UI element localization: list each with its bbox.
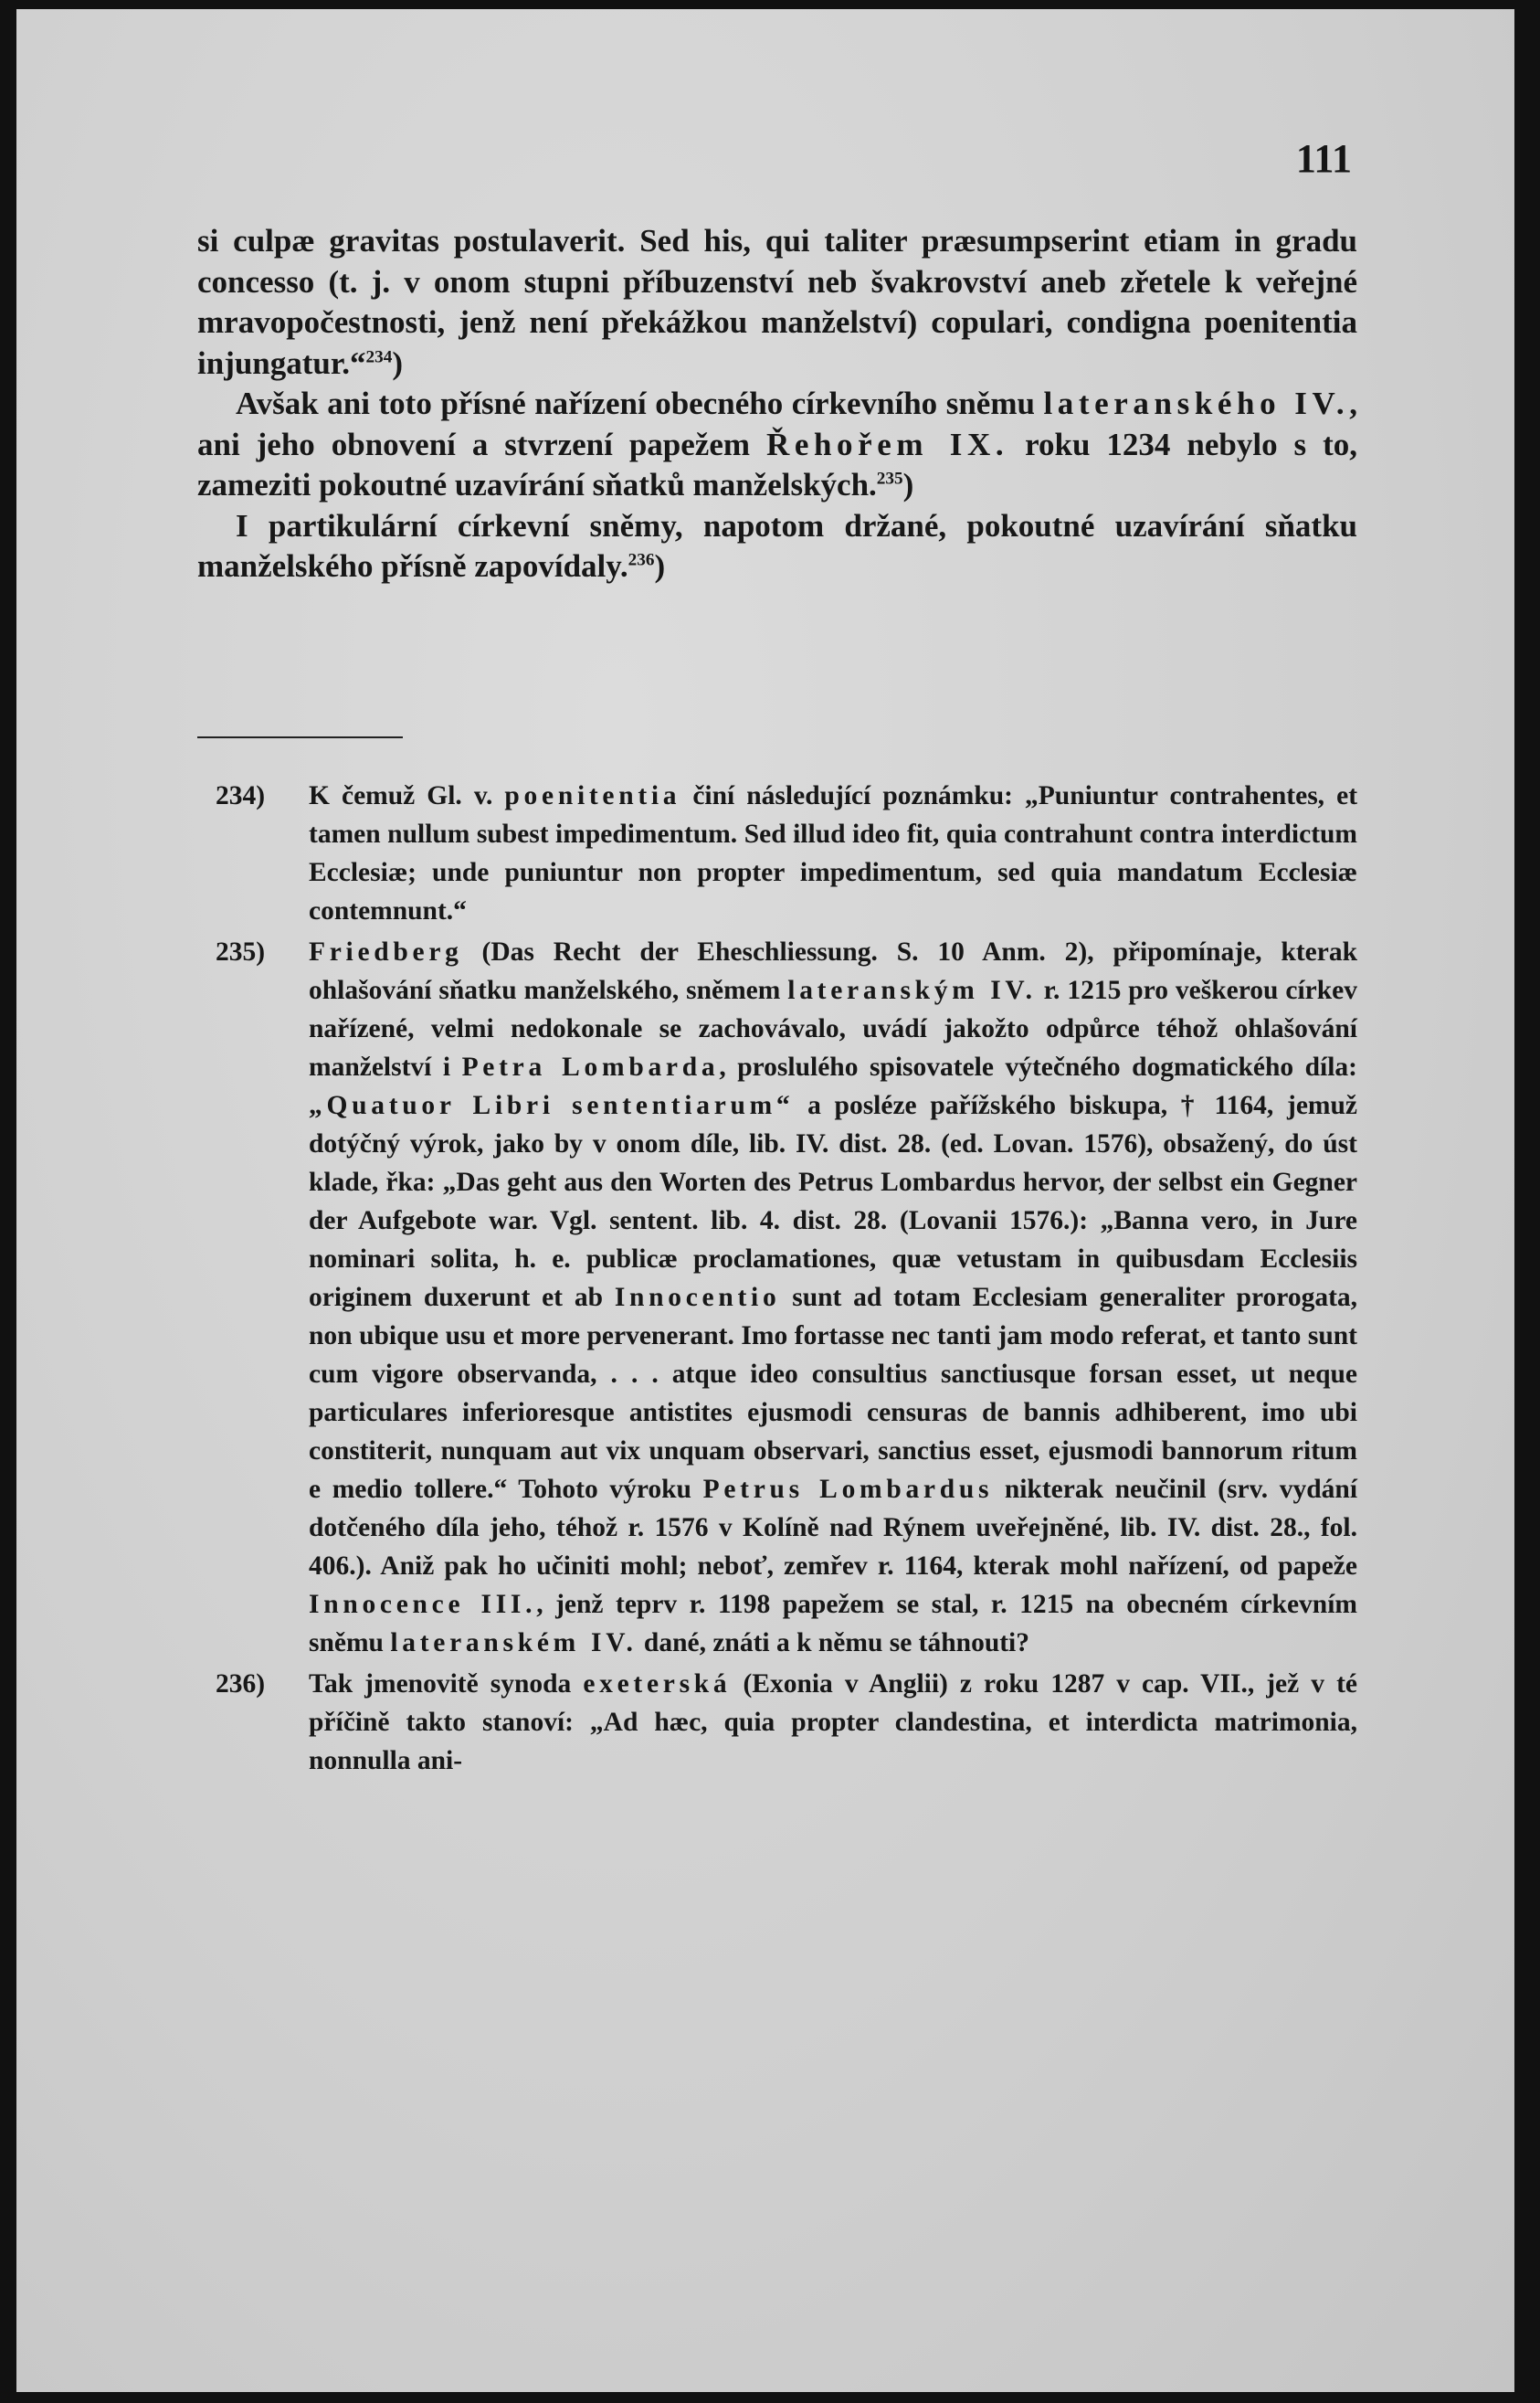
emphasis-lateranskeho: lateranského IV. [1043, 386, 1350, 421]
footnote-236: 236) Tak jmenovitě synoda exeterská (Exonia v Anglii) z roku 1287 v cap. VII., jež v té příčině takto stanoví: „Ad hæc, quia propter clandestina, et interdicta matrimonia, nonnulla ani- [216, 1665, 1357, 1780]
footnote-ref-236: 236 [628, 550, 655, 570]
paragraph-1: si culpæ gravitas postulaverit. Sed his, qui taliter præsumpserint etiam in gradu concesso (t. j. v onom stupni příbuzenství neb švakrovství aneb zřetele k veřejné mravopočestnosti, jenž není překážkou manželství) copulari, condigna poenitentia injungatur.“$^{234}$) [197, 223, 1357, 381]
page-number: 111 [1295, 136, 1352, 181]
emphasis-rehorem: Řehořem IX. [765, 426, 1009, 462]
footnote-235: 235) Friedberg (Das Recht der Eheschliessung. S. 10 Anm. 2), připomínaje, kterak ohlašování sňatku manželského, sněmem lateranským IV. r. 1215 pro veškerou církev nařízené, velmi nedokonale se zachovávalo, uvádí jakožto odpůrce téhož ohlašování manželství i Petra Lombarda, proslulého spisovatele výtečného dogmatického díla: „Quatuor Libri sententiarum“ a posléze pařížského biskupa, † 1164, jemuž dotýčný výrok, jako by v onom díle, lib. IV. dist. 28. (ed. Lovan. 1576), obsažený, do úst klade, řka: „Das geht aus den Worten des Petrus Lombardus hervor, der selbst ein Gegner der Aufgebote war. Vgl. sentent. lib. 4. dist. 28. (Lovanii 1576.): „Banna vero, in Jure nominari solita, h. e. publicæ proclamationes, quæ vetustam in quibusdam Ecclesiis originem duxerunt et ab Innocentio sunt ad totam Ecclesiam generaliter prorogata, non ubique usu et more pervenerant. Imo fortasse nec tanti jam modo referat, et tanto sunt cum vigore observanda, . . . atque ideo consultius sanctiusque forsan esset, ut neque particulares inferioresque antistites ejusmodi censuras de bannis adhiberent, imo ubi constiterit, nunquam aut vix unquam observari, sanctius esset, ejusmodi bannorum ritum e medio tollere.“ Tohoto výroku Petrus Lombardus nikterak neučinil (srv. vydání dotčeného díla jeho, téhož r. 1576 v Kolíně nad Rýnem uveřejněné, lib. IV. dist. 28., fol. 406.). Aniž pak ho učiniti mohl; neboť, zemřev r. 1164, kterak mohl nařízení, od papeže Innocence III., jenž teprv r. 1198 papežem se stal, r. 1215 na obecném církevním sněmu lateranském IV. dané, znáti a k němu se táhnouti? [216, 933, 1357, 1662]
footnote-marker: 236) [216, 1669, 266, 1699]
paragraph-3: I partikulární církevní sněmy, napotom držané, pokoutné uzavírání sňatku manželského přísně zapovídaly.$^{236}$) [197, 507, 1357, 584]
footnote-234: 234) K čemuž Gl. v. poenitentia činí následující poznámku: „Puniuntur contrahentes, et tamen nullum subest impedimentum. Sed illud ideo fit, quia contrahunt contra interdictum Ecclesiæ; unde puniuntur non propter impedimentum, sed quia mandatum Ecclesiæ contemnunt.“ [216, 777, 1357, 930]
main-text [197, 221, 1357, 588]
footnote-ref-234: 234 [365, 346, 393, 366]
footnote-marker: 234) [216, 781, 266, 810]
footnote-marker: 235) [216, 937, 266, 967]
scanned-page [16, 9, 1514, 2392]
footnotes [216, 777, 1357, 1780]
footnote-ref-235: 235 [876, 469, 903, 489]
footnote-separator [197, 736, 403, 738]
paragraph-2: Avšak ani toto přísné nařízení obecného církevního sněmu lateranského IV., ani jeho obnovení a stvrzení papežem Řehořem IX. roku 1234 nebylo s to, zameziti pokoutné uzavírání sňatků manželských.$^{235}$) [197, 386, 1357, 503]
